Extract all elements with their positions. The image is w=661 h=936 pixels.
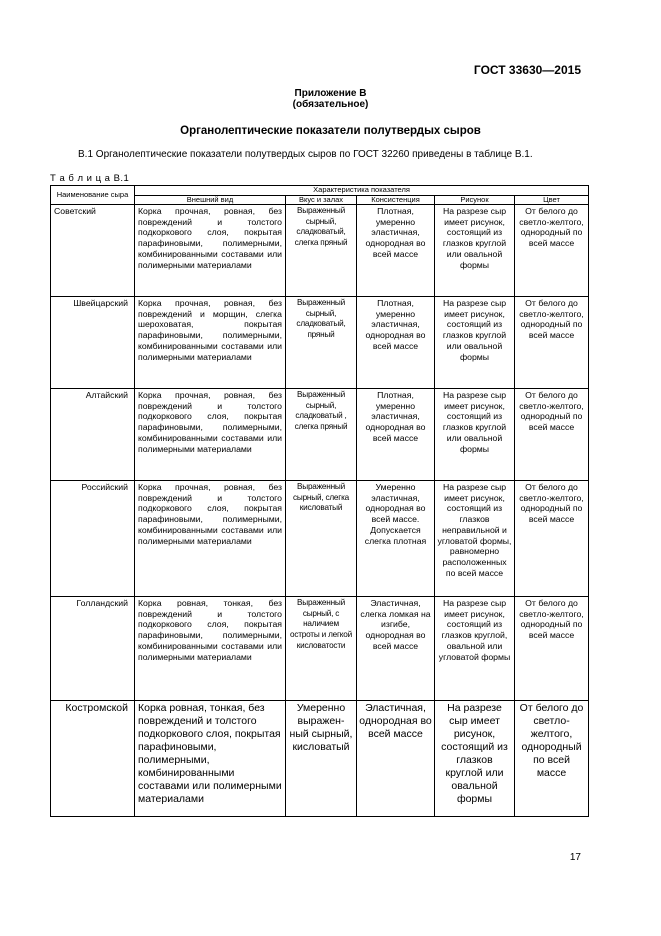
header-name: Наименование сыра — [51, 186, 135, 205]
intro-paragraph: В.1 Органолептические показатели полутвердых сыров по ГОСТ 32260 приведены в таблице В.1. — [78, 149, 533, 160]
header-group: Характеристика показателя — [135, 186, 589, 196]
cell-name: Костромской — [51, 701, 135, 817]
cell-taste: Выраженный сырный, сладковатый , слегка пряный — [286, 389, 357, 481]
cell-taste: Выраженный сырный, с наличием остроты и легкой кисловатости — [286, 597, 357, 701]
cell-consistency: Плотная, умеренно эластичная, однородная во всей массе — [357, 205, 435, 297]
cell-look: Корка прочная, ровная, без повреждений и толстого подкоркового слоя, покрытая парафиновыми, полимерными, комбинированными составами или полимерными материалами — [135, 481, 286, 597]
cell-consistency: Эластичная, однородная во всей массе — [357, 701, 435, 817]
cell-color: От белого до светло-желтого, однородный по всей массе — [515, 389, 589, 481]
header-taste: Вкус и залах — [286, 195, 357, 205]
cell-pattern: На разрезе сыр имеет рисунок, состоящий из глазков круглой или овальной формы — [435, 701, 515, 817]
appendix-heading — [0, 88, 661, 110]
cell-consistency: Плотная, умеренно эластичная, однородная во всей массе — [357, 297, 435, 389]
standard-number: ГОСТ 33630—2015 — [473, 63, 581, 77]
header-look: Внешний вид — [135, 195, 286, 205]
cell-pattern: На разрезе сыр имеет рисунок, состоящий из глазков круглой или овальной формы — [435, 297, 515, 389]
table-caption: Т а б л и ц а В.1 — [50, 173, 130, 184]
cell-name: Советский — [51, 205, 135, 297]
table-row — [51, 205, 589, 297]
cell-pattern: На разрезе сыр имеет рисунок, состоящий из глазков неправильной и угловатой формы, равномерно расположенных по всей массе — [435, 481, 515, 597]
header-consistency: Консистенция — [357, 195, 435, 205]
table-row — [51, 481, 589, 597]
table-header-row — [51, 186, 589, 196]
header-pattern: Рисунок — [435, 195, 515, 205]
cell-color: От белого до светло-желтого, однородный по всей массе — [515, 205, 589, 297]
cheese-properties-table — [50, 185, 589, 817]
cell-color: От белого до светло-желтого, однородный по всей массе — [515, 297, 589, 389]
cell-consistency: Эластичная, слегка ломкая на изгибе, однородная во всей массе — [357, 597, 435, 701]
cell-name: Голландский — [51, 597, 135, 701]
table-row — [51, 597, 589, 701]
cell-color: От белого до светло-желтого, однородный по всей массе — [515, 481, 589, 597]
cell-taste: Выраженный сырный, слегка кисловатый — [286, 481, 357, 597]
cell-taste: Выраженный сырный, сладковатый, пряный — [286, 297, 357, 389]
cell-color: От белого до светло-желтого, однородный по всей массе — [515, 597, 589, 701]
cell-look: Корка ровная, тонкая, без повреждений и толстого подкоркового слоя, покрытая парафиновыми, полимерными, комбинированными составами или полимерными материалами — [135, 701, 286, 817]
cell-look: Корка ровная, тонкая, без повреждений и толстого подкоркового слоя, покрытая парафиновыми, полимерными, комбинированными составами или полимерными материалами — [135, 597, 286, 701]
cell-taste: Выраженный сырный, сладковатый, слегка пряный — [286, 205, 357, 297]
page-number: 17 — [569, 852, 581, 863]
cell-look: Корка прочная, ровная, без повреждений и толстого подкоркового слоя, покрытая парафиновыми, полимерными, комбинированными составами или полимерными материалами — [135, 205, 286, 297]
cell-name: Российский — [51, 481, 135, 597]
appendix-title: Приложение В — [294, 88, 367, 99]
cell-look: Корка прочная, ровная, без повреждений и морщин, слегка шероховатая, покрытая парафиновыми, полимерными, комбинированными составами или полимерными материалами — [135, 297, 286, 389]
appendix-subtitle: (обязательное) — [292, 99, 369, 110]
cell-color: От белого до светло-желтого, однородный по всей массе — [515, 701, 589, 817]
table-row — [51, 297, 589, 389]
table-row — [51, 701, 589, 817]
header-color: Цвет — [515, 195, 589, 205]
cell-pattern: На разрезе сыр имеет рисунок, состоящий из глазков круглой или овальной формы — [435, 205, 515, 297]
section-title: Органолептические показатели полутвердых сыров — [180, 125, 481, 137]
cell-pattern: На разрезе сыр имеет рисунок, состоящий из глазков круглой, овальной или угловатой формы — [435, 597, 515, 701]
cell-name: Швейцарский — [51, 297, 135, 389]
cell-pattern: На разрезе сыр имеет рисунок, состоящий из глазков круглой или овальной формы — [435, 389, 515, 481]
cell-consistency: Плотная, умеренно эластичная, однородная во всей массе — [357, 389, 435, 481]
cell-name: Алтайский — [51, 389, 135, 481]
cell-consistency: Умеренно эластичная, однородная во всей массе. Допускается слегка плотная — [357, 481, 435, 597]
table-row — [51, 389, 589, 481]
cell-look: Корка прочная, ровная, без повреждений и толстого подкоркового слоя, покрытая парафиновыми, полимерными, комбинированными составами или полимерными материалами — [135, 389, 286, 481]
cell-taste: Умеренно выражен-ный сырный, кисловатый — [286, 701, 357, 817]
